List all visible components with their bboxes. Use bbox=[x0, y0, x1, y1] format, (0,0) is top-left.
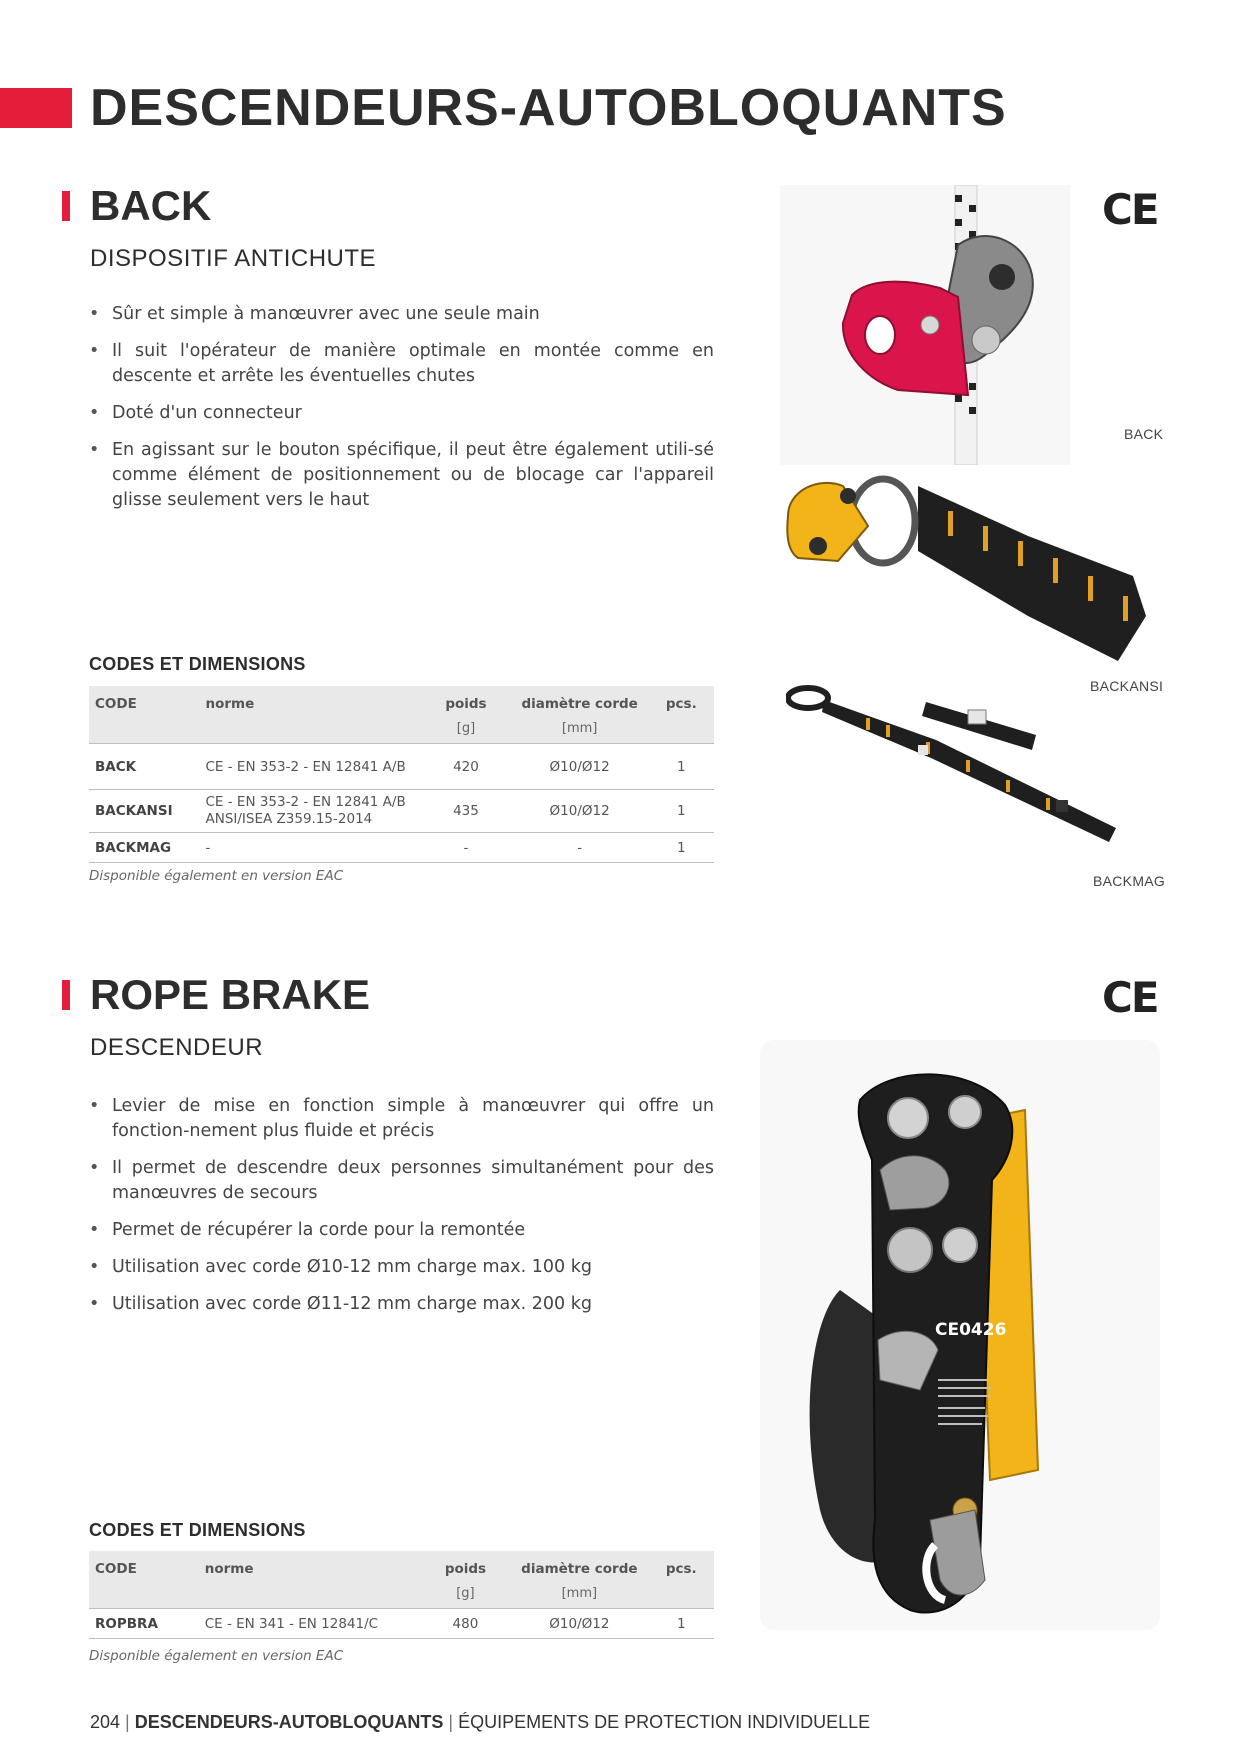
cell-code: BACKMAG bbox=[89, 833, 200, 863]
cell-code: ROPBRA bbox=[89, 1609, 199, 1639]
col-header-pcs: pcs. bbox=[649, 686, 714, 717]
list-item: • Utilisation avec corde Ø10-12 mm charge max. 100 kg bbox=[89, 1255, 714, 1280]
section-accent-bar bbox=[62, 980, 70, 1010]
feature-list-rope-brake bbox=[89, 1094, 714, 1329]
section-title-rope-brake: ROPE BRAKE bbox=[90, 971, 371, 1018]
col-header-code: CODE bbox=[89, 686, 200, 717]
backmag-device-image bbox=[786, 680, 1126, 850]
cell-pcs: 1 bbox=[648, 1609, 714, 1639]
device-marking-text: CE0426 bbox=[935, 1320, 1007, 1340]
feature-list-back bbox=[89, 302, 714, 525]
unit-diametre: [mm] bbox=[511, 717, 649, 744]
cell-norme: CE - EN 341 - EN 12841/C bbox=[199, 1609, 421, 1639]
unit-poids: [g] bbox=[421, 1582, 511, 1609]
cell-code: BACK bbox=[89, 744, 200, 790]
unit-code bbox=[89, 1582, 199, 1609]
list-item: • En agissant sur le bouton spécifique, il peut être également utili-sé comme élément de positionnement ou de blocage car l'appareil glisse seulement vers le haut bbox=[89, 438, 714, 513]
table-row bbox=[89, 790, 714, 833]
cell-poids: - bbox=[421, 833, 510, 863]
cell-norme: CE - EN 353-2 - EN 12841 A/B bbox=[200, 744, 422, 790]
availability-note-rope-brake: Disponible également en version EAC bbox=[89, 1648, 344, 1664]
section-title-back: BACK bbox=[90, 182, 212, 229]
section-subtitle-rope-brake: DESCENDEUR bbox=[90, 1034, 264, 1061]
table-row bbox=[89, 833, 714, 863]
unit-norme bbox=[200, 717, 422, 744]
col-header-poids: poids bbox=[421, 1551, 511, 1582]
col-header-norme: norme bbox=[200, 686, 422, 717]
unit-pcs bbox=[648, 1582, 714, 1609]
list-item: • Il permet de descendre deux personnes simultanément pour des manœuvres de secours bbox=[89, 1156, 714, 1206]
spec-table-back bbox=[89, 686, 714, 863]
cell-diametre: Ø10/Ø12 bbox=[510, 1609, 648, 1639]
image-label-back: BACK bbox=[1124, 426, 1164, 442]
page-title: DESCENDEURS-AUTOBLOQUANTS bbox=[90, 79, 1007, 137]
availability-note-back: Disponible également en version EAC bbox=[89, 868, 344, 884]
unit-diametre: [mm] bbox=[510, 1582, 648, 1609]
list-item: • Il suit l'opérateur de manière optimale en montée comme en descente et arrête les éventuelles chutes bbox=[89, 339, 714, 389]
cell-diametre: Ø10/Ø12 bbox=[511, 790, 649, 833]
list-item: • Levier de mise en fonction simple à manœuvrer qui offre un fonction-nement plus fluide et précis bbox=[89, 1094, 714, 1144]
image-label-backmag: BACKMAG bbox=[1093, 873, 1166, 889]
ce-mark-icon: CE bbox=[1102, 185, 1158, 234]
unit-poids: [g] bbox=[421, 717, 510, 744]
unit-norme bbox=[199, 1582, 421, 1609]
cell-code: BACKANSI bbox=[89, 790, 200, 833]
section-accent-bar bbox=[62, 191, 70, 221]
cell-poids: 480 bbox=[421, 1609, 511, 1639]
section-subtitle-back: DISPOSITIF ANTICHUTE bbox=[90, 245, 377, 272]
cell-diametre: - bbox=[511, 833, 649, 863]
ce-mark-icon: CE bbox=[1102, 973, 1158, 1022]
back-device-image bbox=[780, 185, 1070, 465]
unit-pcs bbox=[649, 717, 714, 744]
page-accent-bar bbox=[0, 88, 72, 128]
footer-separator: | bbox=[125, 1712, 130, 1732]
cell-norme: - bbox=[200, 833, 422, 863]
col-header-diametre: diamètre corde bbox=[511, 686, 649, 717]
footer-section: DESCENDEURS-AUTOBLOQUANTS bbox=[134, 1712, 444, 1732]
backansi-device-image bbox=[778, 466, 1148, 666]
col-header-norme: norme bbox=[199, 1551, 421, 1582]
codes-title-back: CODES ET DIMENSIONS bbox=[89, 654, 306, 674]
cell-pcs: 1 bbox=[649, 790, 714, 833]
page-number: 204 bbox=[90, 1712, 121, 1732]
image-label-backansi: BACKANSI bbox=[1090, 678, 1164, 694]
cell-diametre: Ø10/Ø12 bbox=[511, 744, 649, 790]
cell-pcs: 1 bbox=[649, 833, 714, 863]
cell-norme: CE - EN 353-2 - EN 12841 A/B ANSI/ISEA Z359.15-2014 bbox=[200, 790, 422, 833]
unit-code bbox=[89, 717, 200, 744]
list-item: • Doté d'un connecteur bbox=[89, 401, 714, 426]
table-row bbox=[89, 1609, 714, 1639]
col-header-code: CODE bbox=[89, 1551, 199, 1582]
list-item: • Utilisation avec corde Ø11-12 mm charge max. 200 kg bbox=[89, 1292, 714, 1317]
rope-brake-device-image bbox=[760, 1040, 1160, 1630]
footer-separator: | bbox=[448, 1712, 454, 1732]
col-header-pcs: pcs. bbox=[648, 1551, 714, 1582]
table-row bbox=[89, 744, 714, 790]
col-header-diametre: diamètre corde bbox=[510, 1551, 648, 1582]
codes-title-rope-brake: CODES ET DIMENSIONS bbox=[89, 1520, 306, 1540]
cell-poids: 435 bbox=[421, 790, 510, 833]
cell-pcs: 1 bbox=[649, 744, 714, 790]
col-header-poids: poids bbox=[421, 686, 510, 717]
list-item: • Sûr et simple à manœuvrer avec une seule main bbox=[89, 302, 714, 327]
spec-table-rope-brake bbox=[89, 1551, 714, 1639]
list-item: • Permet de récupérer la corde pour la remontée bbox=[89, 1218, 714, 1243]
page-footer bbox=[90, 1712, 870, 1733]
footer-category: ÉQUIPEMENTS DE PROTECTION INDIVIDUELLE bbox=[458, 1712, 871, 1732]
cell-poids: 420 bbox=[421, 744, 510, 790]
